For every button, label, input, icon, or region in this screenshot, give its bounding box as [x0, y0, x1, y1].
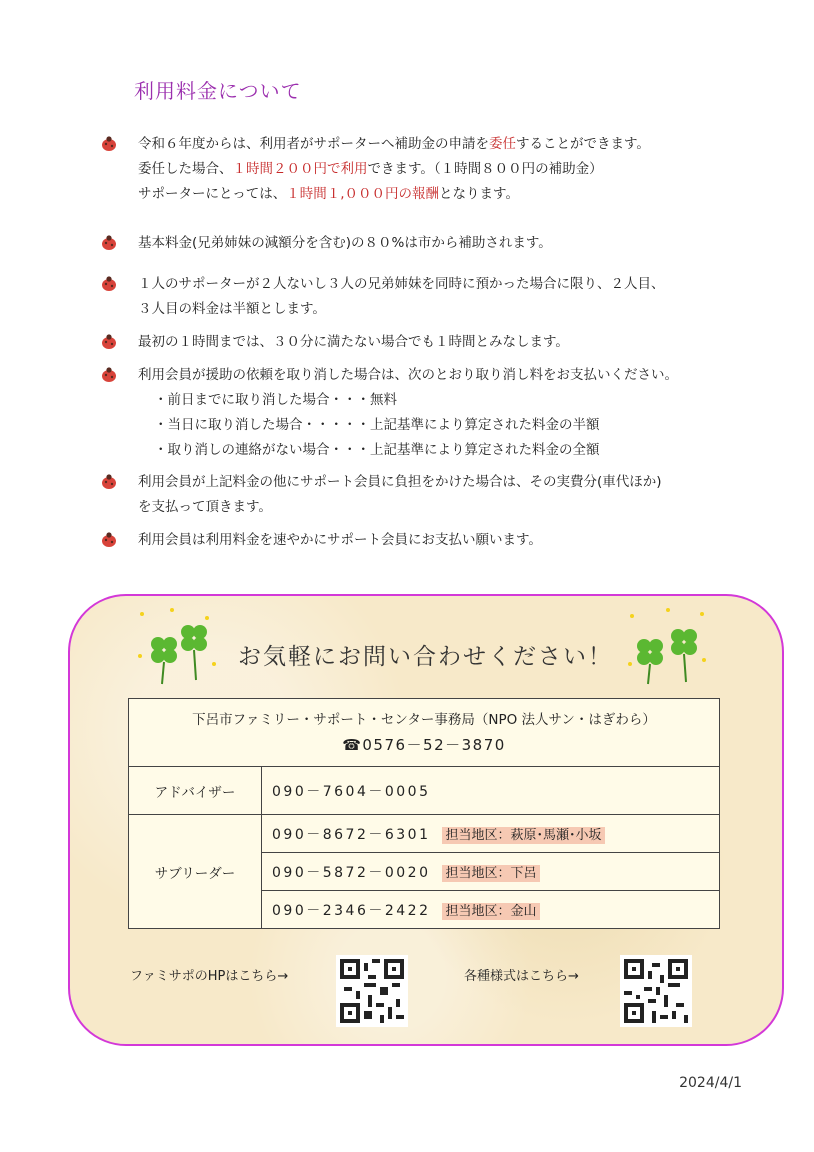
item-line: サポーターにとっては、１時間１,０００円の報酬となります。: [138, 186, 519, 202]
item-line: 令和６年度からは、利用者がサポーターへ補助金の申請を委任することができます。: [138, 136, 650, 152]
ladybug-icon: [100, 235, 118, 251]
adviser-phone: 090－7604－0005: [262, 767, 720, 815]
clover-icon: [132, 604, 218, 688]
area-badge: 担当地区：萩原･馬瀬･小坂: [442, 827, 604, 844]
ladybug-icon: [100, 276, 118, 292]
ladybug-icon: [100, 334, 118, 350]
ladybug-icon: [100, 532, 118, 548]
sub-leader-row: [262, 853, 720, 891]
cancel-rule: ・当日に取り消した場合・・・・・上記基準により算定された料金の半額: [154, 417, 600, 433]
fee-item-expenses: 利用会員が上記料金の他にサポート会員に負担をかけた場合は、その実費分(車代ほか) を支払って頂きます。: [100, 470, 740, 520]
issue-date: 2024/4/1: [679, 1075, 742, 1091]
area-badge: 担当地区：金山: [442, 903, 539, 920]
clover-icon: [624, 604, 710, 688]
fee-item-first-hour: 最初の１時間までは、３０分に満たない場合でも１時間とみなします。: [100, 330, 740, 355]
hp-link-text[interactable]: ファミサポのHPはこちら→: [130, 969, 289, 984]
sub-leader-label: サブリーダー: [129, 815, 262, 929]
qr-code-hp[interactable]: [336, 955, 408, 1027]
item-line: 委任した場合、１時間２００円で利用できます。（１時間８００円の補助金）: [138, 161, 603, 177]
sub-leader-phone: 090－8672－6301: [272, 826, 431, 843]
cancel-rule: ・取り消しの連絡がない場合・・・上記基準により算定された料金の全額: [154, 442, 600, 458]
ladybug-icon: [100, 367, 118, 383]
fee-item-cancellation: 利用会員が援助の依頼を取り消した場合は、次のとおり取り消し料をお支払いください。 ・前日までに取り消した場合・・・無料 ・当日に取り消した場合・・・・・上記基準により算定された料金の半額 ・取り消しの連絡がない場合・・・上記基準により算定された料金の全額: [100, 363, 740, 463]
sub-leader-row: [262, 891, 720, 929]
adviser-label: アドバイザー: [129, 767, 262, 815]
page-title: 利用料金について: [134, 79, 302, 103]
sub-leader-row: [262, 815, 720, 853]
qr-code-forms[interactable]: [620, 955, 692, 1027]
ladybug-icon: [100, 474, 118, 490]
contact-table: [128, 698, 720, 929]
office-cell: [129, 699, 720, 767]
office-name: 下呂市ファミリー・サポート・センター事務局（NPO 法人サン・はぎわら）: [192, 711, 656, 728]
fee-item-subsidy: 基本料金(兄弟姉妹の減額分を含む)の８０%は市から補助されます。: [100, 231, 740, 256]
contact-heading: お気軽にお問い合わせください！: [238, 644, 613, 670]
forms-link-text[interactable]: 各種様式はこちら→: [464, 969, 579, 984]
fee-item-siblings: １人のサポーターが２人ないし３人の兄弟姉妹を同時に預かった場合に限り、２人目、 ３人目の料金は半額とします。: [100, 272, 740, 322]
sub-leader-phone: 090－2346－2422: [272, 902, 431, 919]
sub-leader-phone: 090－5872－0020: [272, 864, 431, 881]
fee-item-payment: 利用会員は利用料金を速やかにサポート会員にお支払い願います。: [100, 528, 740, 553]
fee-item-delegation: [100, 132, 740, 207]
ladybug-icon: [100, 136, 118, 152]
qr-code-icon: [624, 959, 688, 1023]
cancel-rule: ・前日までに取り消した場合・・・無料: [154, 392, 397, 408]
area-badge: 担当地区：下呂: [442, 865, 539, 882]
office-phone: ☎0576－52－3870: [342, 735, 506, 754]
qr-code-icon: [340, 959, 404, 1023]
